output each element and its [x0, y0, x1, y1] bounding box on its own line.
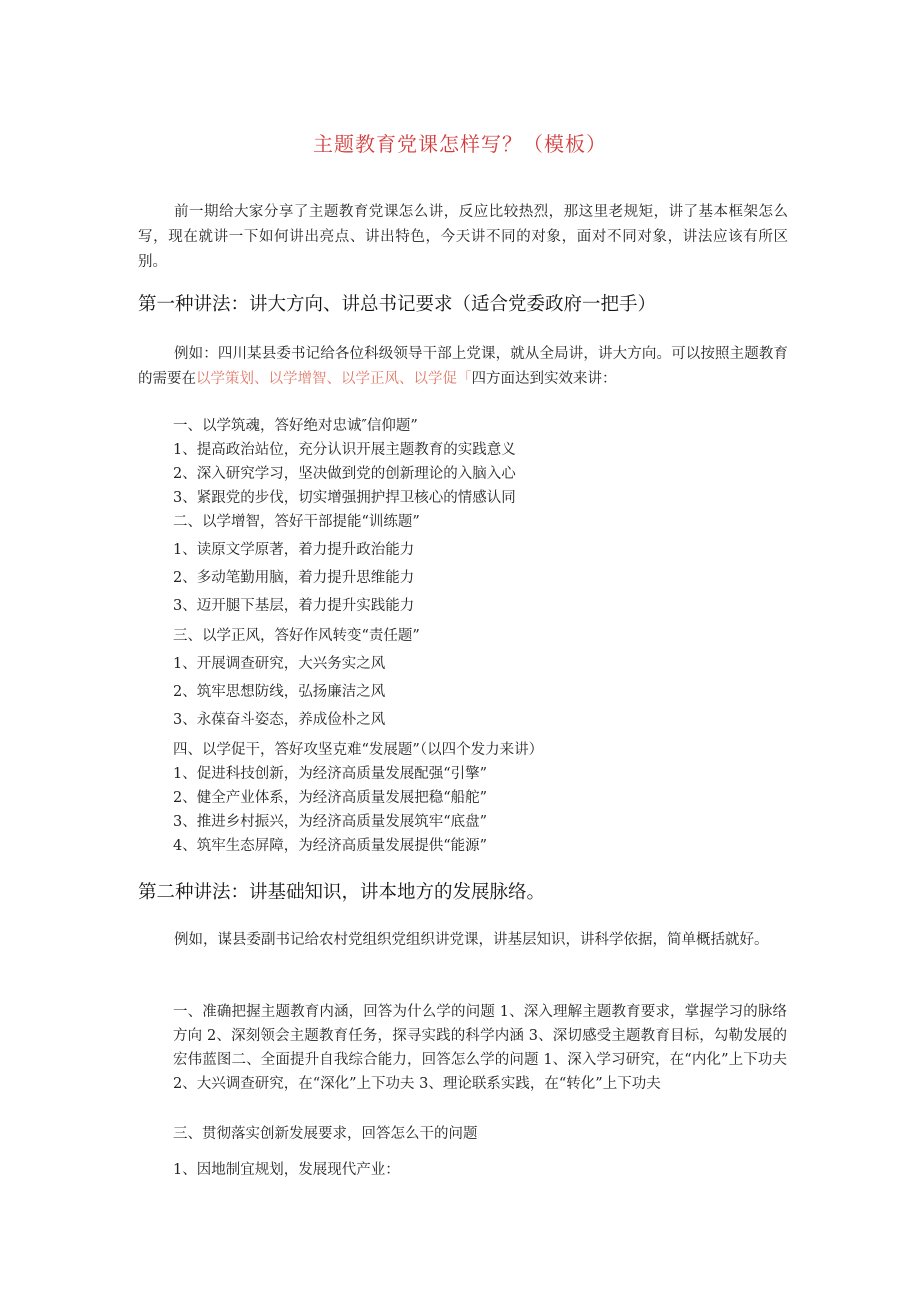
list-item: 1、提高政治站位，充分认识开展主题教育的实践意义 [173, 442, 516, 458]
list-item: 4、筑牢生态屏障，为经济高质量发展提供“能源” [173, 838, 488, 854]
list-item: 1、因地制宜规划，发展现代产业： [173, 1162, 400, 1178]
method2-heading: 第二种讲法：讲基础知识，讲本地方的发展脉络。 [138, 882, 546, 903]
list-item: 2、深入研究学习，坚决做到党的创新理论的入脑入心 [173, 466, 516, 482]
list-item: 3、推进乡村振兴，为经济高质量发展筑牢“底盘” [173, 814, 488, 830]
method1-example-highlight: 以学策划、以学增智、以学正风、以学促「 [196, 371, 472, 387]
method1-heading: 第一种讲法：讲大方向、讲总书记要求（适合党委政府一把手） [138, 294, 657, 315]
method2-outline-block: 一、准确把握主题教育内涵，回答为什么学的问题 1、深入理解主题教育要求，掌握学习的脉络方向 2、深刻领会主题教育任务，探寻实践的科学内涵 3、深切感受主题教育目标，勾勒发展的宏伟蓝图二、全面提升自我综合能力，回答怎么学的问题 1、深入学习研究，在“内化”上下功夫 2、大兴调查研究，在“深化”上下功夫 3、理论联系实践，在“转化”上下功夫 [173, 1004, 787, 1092]
method1-example-text-end: 四方面达到实效来讲： [471, 371, 617, 387]
list-item: 三、以学正风，答好作风转变“责任题” [173, 628, 420, 644]
list-item: 1、促进科技创新，为经济高质量发展配强“引擎” [173, 766, 488, 782]
list-item: 3、紧跟党的步伐，切实增强拥护捍卫核心的情感认同 [173, 490, 516, 506]
list-item: 一、以学筑魂，答好绝对忠诚″信仰题” [173, 418, 418, 434]
list-item: 3、永葆奋斗姿态，养成俭朴之风 [173, 712, 386, 728]
method2-example: 例如，谋县委副书记给农村党组织党组织讲党课，讲基层知识，讲科学依据，简单概括就好。 [174, 932, 769, 948]
list-item: 1、开展调查研究，大兴务实之风 [173, 656, 386, 672]
method1-example-text: 例如：四川某县委书记给各位科级领导干部上党课，就从全局讲，讲大方向。可以按照主题教育的需要在 [138, 346, 788, 387]
list-item: 二、以学增智，答好干部提能“训练题” [173, 514, 420, 530]
list-item: 1、读原文学原著，着力提升政治能力 [173, 542, 415, 558]
list-item: 2、健全产业体系，为经济高质量发展把稳“船舵” [173, 790, 488, 806]
list-item: 2、多动笔勤用脑，着力提升思维能力 [173, 570, 415, 586]
document-title: 主题教育党课怎样写？（模板） [313, 132, 607, 156]
list-item: 四、以学促干，答好攻坚克难“发展题”（以四个发力来讲） [173, 742, 544, 758]
list-item: 2、筑牢思想防线，弘扬廉洁之风 [173, 684, 386, 700]
list-item: 3、迈开腿下基层，着力提升实践能力 [173, 598, 415, 614]
intro-paragraph: 前一期给大家分享了主题教育党课怎么讲，反应比较热烈，那这里老规矩，讲了基本框架怎么写，现在就讲一下如何讲出亮点、讲出特色，今天讲不同的对象，面对不同对象，讲法应该有所区别。 [138, 204, 788, 270]
method1-example [138, 342, 788, 392]
list-item: 三、贯彻落实创新发展要求，回答怎么干的问题 [173, 1126, 478, 1142]
